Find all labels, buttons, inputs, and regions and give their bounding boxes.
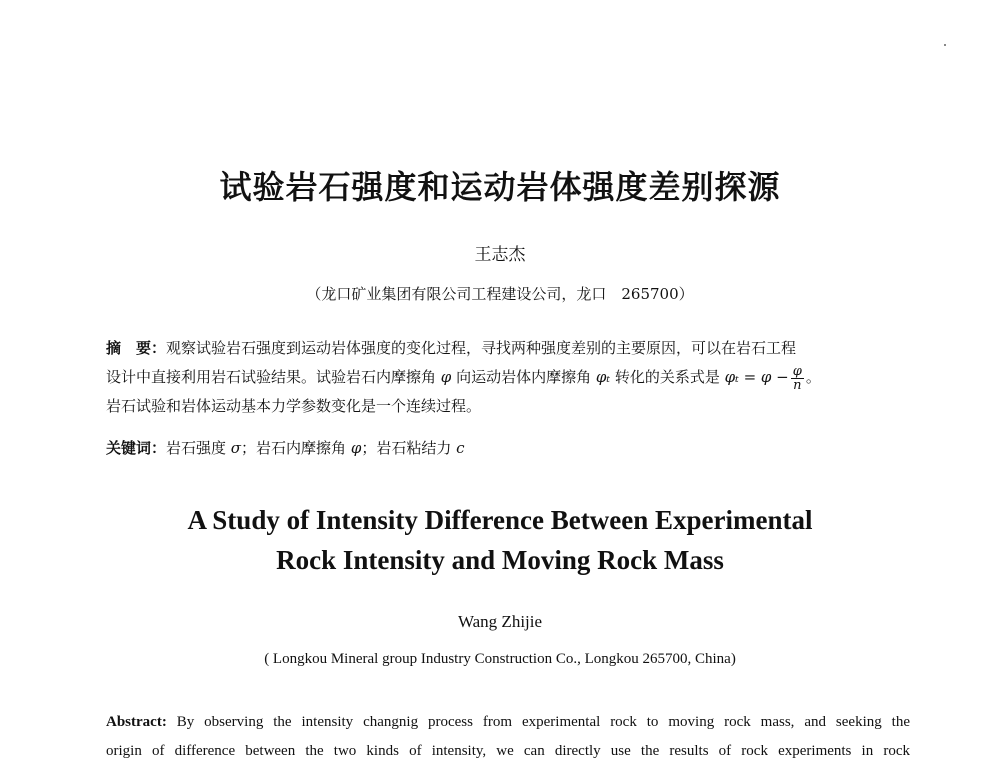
formula-numerator: φ (792, 363, 802, 379)
chinese-abstract-text-2a: 设计中直接利用岩石试验结果。试验岩石内摩擦角 (106, 368, 441, 386)
scan-artifact (944, 44, 946, 46)
english-abstract-label: Abstract: (106, 714, 167, 730)
chinese-title: 试验岩石强度和运动岩体强度差别探源 (219, 168, 781, 206)
chinese-abstract-text-2b: 向运动岩体内摩擦角 (451, 368, 596, 386)
keyword-1: 岩石强度 (166, 439, 231, 457)
english-title-line-2: Rock Intensity and Moving Rock Mass (276, 545, 724, 575)
keywords-label: 关键词： (106, 439, 167, 457)
chinese-abstract-text-1: 观察试验岩石强度到运动岩体强度的变化过程，寻找两种强度差别的主要原因，可以在岩石工程 (166, 339, 797, 357)
formula-lhs: φₜ = φ − (724, 368, 789, 386)
phi-symbol-kw: φ (350, 439, 362, 457)
keyword-3: ；岩石粘结力 (361, 439, 457, 457)
english-abstract-line-1 (106, 708, 910, 737)
phi-symbol: φ (440, 368, 452, 386)
formula-fraction (791, 365, 804, 392)
english-title (0, 500, 1000, 580)
chinese-abstract-line-3: 岩石试验和岩体运动基本力学参数变化是一个连续过程。 (106, 397, 482, 415)
chinese-abstract (106, 334, 910, 421)
english-title-line-1: A Study of Intensity Difference Between Experimental (187, 505, 813, 535)
chinese-abstract-line-1 (106, 334, 910, 363)
chinese-abstract-label: 摘 要： (106, 339, 167, 357)
english-author: Wang Zhijie (457, 612, 543, 631)
english-affiliation: ( Longkou Mineral group Industry Construction Co., Longkou 265700, China) (264, 651, 736, 667)
c-symbol: c (456, 439, 465, 457)
chinese-abstract-text-2c: 转化的关系式是 (610, 368, 725, 386)
chinese-author: 王志杰 (474, 245, 526, 265)
formula-denominator: n (793, 377, 802, 393)
english-abstract-line-2: origin of difference between the two kinds of intensity, we can directly use the results of rock experiments in rock (106, 743, 910, 759)
english-abstract-text-1: By observing the intensity changnig process from experimental rock to moving rock mass, and seeking the (166, 714, 910, 730)
phi-t-symbol: φₜ (595, 368, 611, 386)
chinese-affiliation: （龙口矿业集团有限公司工程建设公司，龙口 265700） (306, 285, 694, 303)
chinese-abstract-line-2 (106, 363, 910, 392)
formula-end: 。 (805, 368, 821, 386)
sigma-symbol: σ (230, 439, 242, 457)
keyword-2: ；岩石内摩擦角 (241, 439, 351, 457)
english-abstract (106, 708, 910, 766)
chinese-keywords (106, 437, 465, 458)
